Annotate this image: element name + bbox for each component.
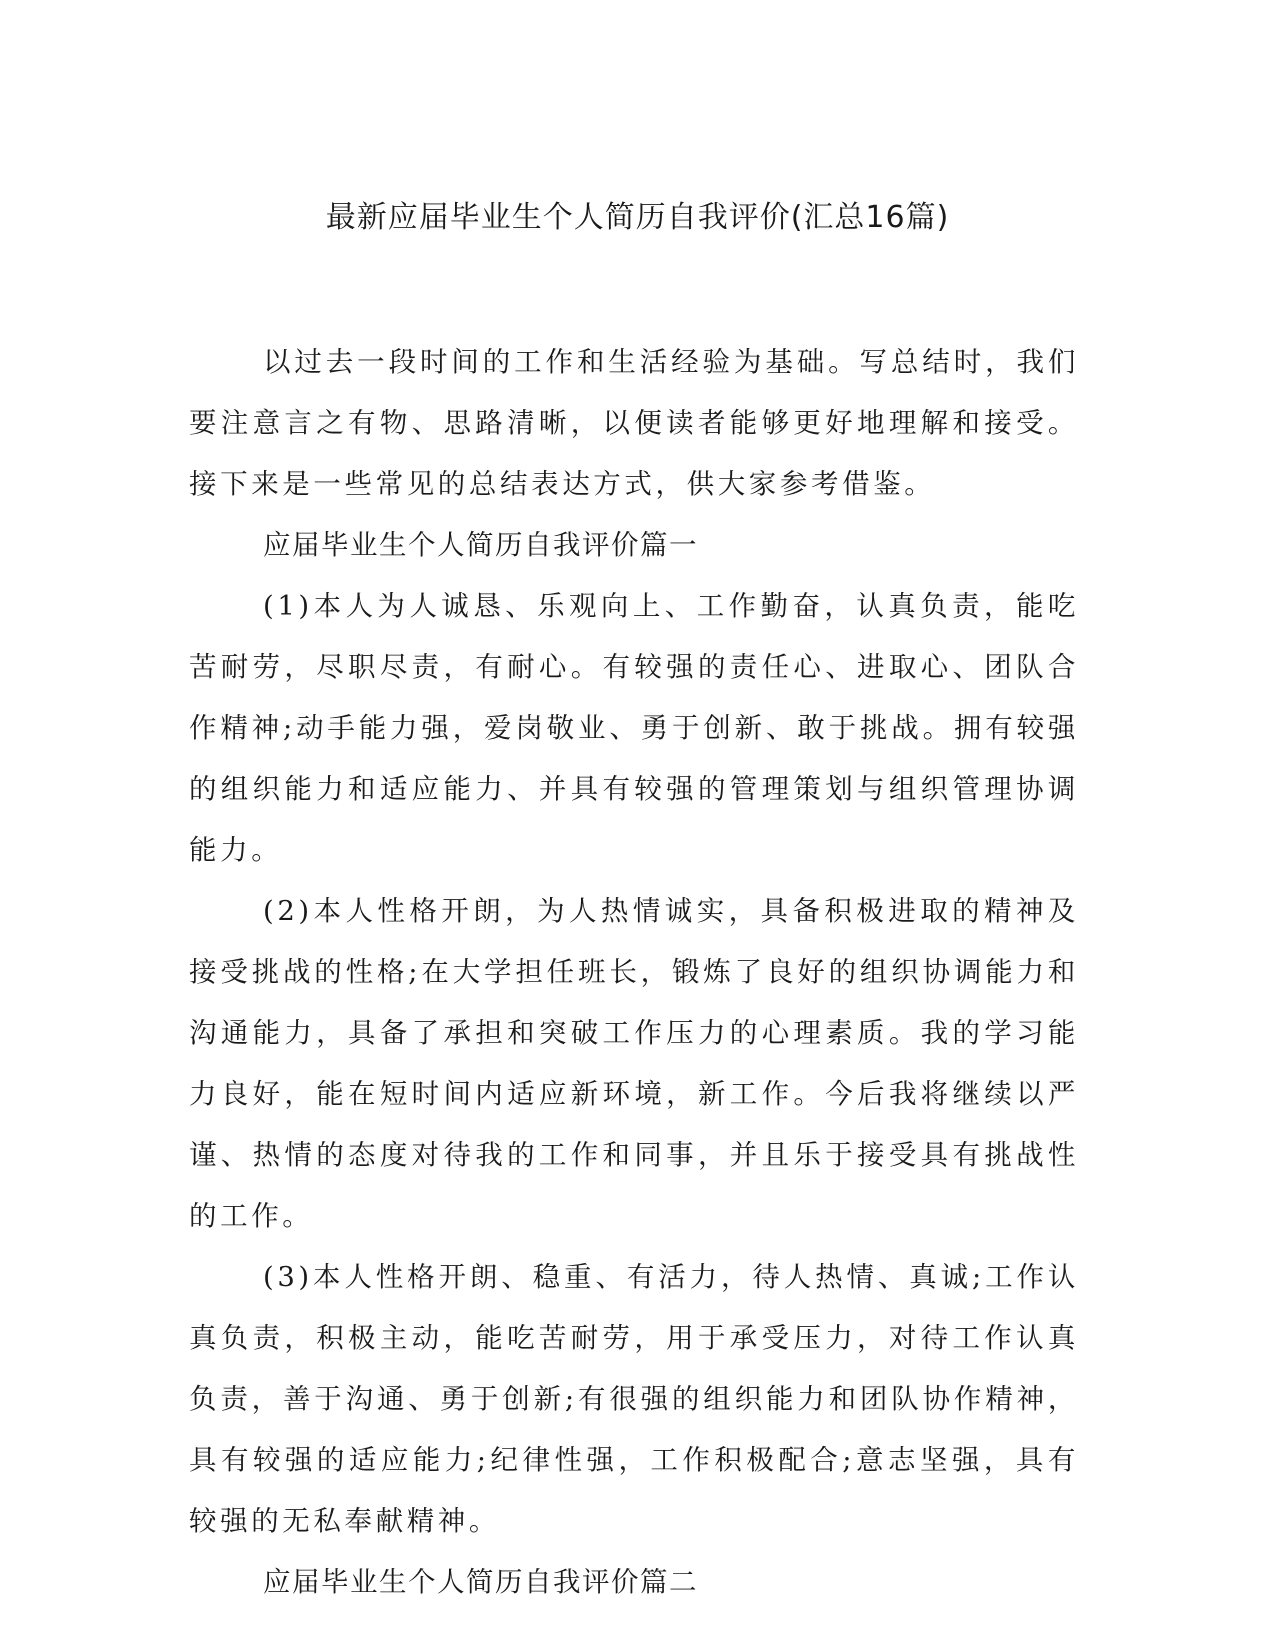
intro-paragraph: 以过去一段时间的工作和生活经验为基础。写总结时，我们要注意言之有物、思路清晰，以便读者能够更好地理解和接受。接下来是一些常见的总结表达方式，供大家参考借鉴。 [189,346,1079,500]
section-heading-2: 应届毕业生个人简历自我评价篇二 [263,1566,698,1598]
document-title: 最新应届毕业生个人简历自我评价(汇总16篇) [325,200,950,235]
section-heading-1: 应届毕业生个人简历自我评价篇一 [263,529,698,561]
document-body [189,332,1079,1613]
paragraph-item-2: (2)本人性格开朗，为人热情诚实，具备积极进取的精神及接受挑战的性格;在大学担任班长，锻炼了良好的组织协调能力和沟通能力，具备了承担和突破工作压力的心理素质。我的学习能力良好，能在短时间内适应新环境，新工作。今后我将继续以严谨、热情的态度对待我的工作和同事，并且乐于接受具有挑战性的工作。 [189,895,1079,1232]
paragraph-item-3: (3)本人性格开朗、稳重、有活力，待人热情、真诚;工作认真负责，积极主动，能吃苦耐劳，用于承受压力，对待工作认真负责，善于沟通、勇于创新;有很强的组织能力和团队协作精神，具有较强的适应能力;纪律性强，工作积极配合;意志坚强，具有较强的无私奉献精神。 [189,1261,1079,1537]
paragraph-item-1: (1)本人为人诚恳、乐观向上、工作勤奋，认真负责，能吃苦耐劳，尽职尽责，有耐心。有较强的责任心、进取心、团队合作精神;动手能力强，爱岗敬业、勇于创新、敢于挑战。拥有较强的组织能力和适应能力、并具有较强的管理策划与组织管理协调能力。 [189,590,1079,866]
